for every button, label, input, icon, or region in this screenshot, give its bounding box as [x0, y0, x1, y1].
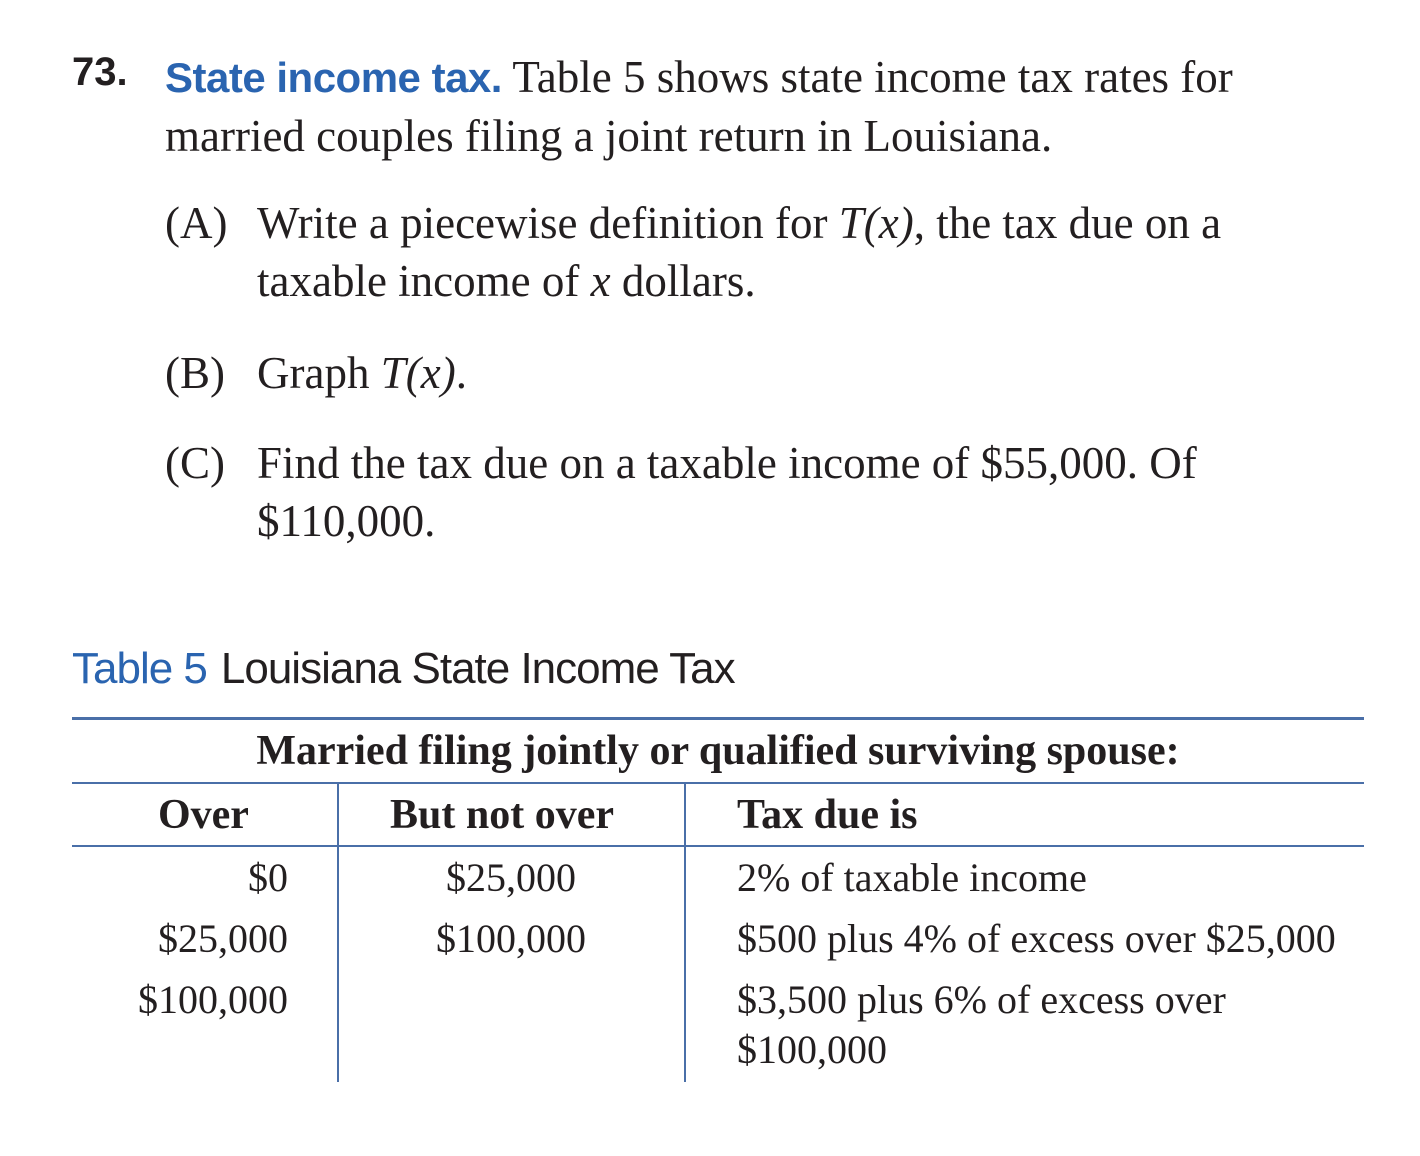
part-b-text: Graph T(x).	[257, 348, 467, 398]
table-cell-not-over: $25,000	[446, 855, 576, 900]
part-b-label: (B)	[165, 348, 225, 398]
table-cell-tax-due: $500 plus 4% of excess over $25,000	[737, 916, 1336, 961]
table-cell-tax-due: 2% of taxable income	[737, 855, 1087, 900]
column-header-tax-due: Tax due is	[737, 792, 918, 838]
column-header-but-not-over: But not over	[390, 792, 614, 838]
math-x: x	[590, 256, 611, 306]
problem-title: State income tax.	[165, 54, 502, 101]
table-cell-not-over: $100,000	[436, 916, 586, 961]
tax-table	[72, 717, 1364, 1082]
problem-text-block	[165, 48, 1365, 165]
table-caption	[72, 644, 735, 694]
problem-description: Table 5 shows state income tax rates for married couples filing a joint return in Louisiana.	[165, 52, 1233, 161]
table-group-header: Married filing jointly or qualified surviving spouse:	[256, 728, 1180, 774]
table-body-rule	[72, 845, 1364, 847]
problem-number: 73.	[72, 50, 128, 94]
math-tx: T(x)	[380, 348, 456, 398]
math-tx: T(x)	[838, 198, 914, 248]
table-cell-over: $100,000	[138, 977, 288, 1022]
table-top-rule	[72, 717, 1364, 720]
table-caption-title: Louisiana State Income Tax	[220, 644, 735, 693]
part-c-text: Find the tax due on a taxable income of $55,000. Of $110,000.	[257, 438, 1197, 546]
table-header-rule	[72, 782, 1364, 784]
table-cell-over: $0	[248, 855, 288, 900]
part-a-label: (A)	[165, 198, 228, 248]
table-caption-number: Table 5	[72, 644, 207, 693]
part-a-text: Write a piecewise definition for T(x), the tax due on a taxable income of x dollars.	[257, 198, 1222, 306]
column-divider	[684, 783, 686, 1082]
table-cell-over: $25,000	[158, 916, 288, 961]
table-cell-tax-due: $3,500 plus 6% of excess over $100,000	[737, 977, 1226, 1072]
column-header-over: Over	[158, 792, 249, 838]
part-c-label: (C)	[165, 438, 225, 488]
